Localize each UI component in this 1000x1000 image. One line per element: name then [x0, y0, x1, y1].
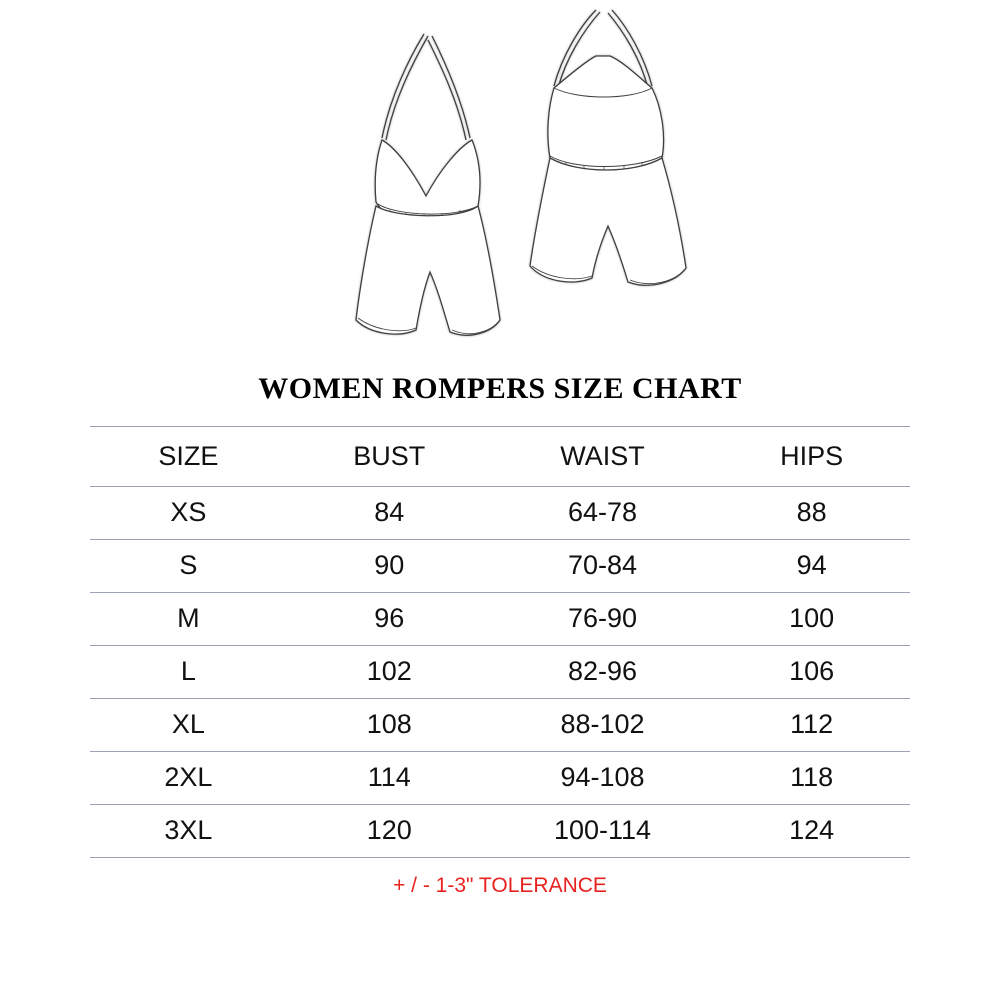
cell-bust: 84: [287, 487, 492, 540]
column-header-hips: HIPS: [713, 427, 910, 487]
cell-hips: 94: [713, 540, 910, 593]
cell-size: XS: [90, 487, 287, 540]
cell-size: L: [90, 646, 287, 699]
table-row: [90, 805, 910, 858]
cell-size: XL: [90, 699, 287, 752]
cell-bust: 114: [287, 752, 492, 805]
cell-size: 3XL: [90, 805, 287, 858]
cell-hips: 88: [713, 487, 910, 540]
table-row: [90, 540, 910, 593]
cell-size: 2XL: [90, 752, 287, 805]
cell-bust: 96: [287, 593, 492, 646]
romper-back-view: [500, 0, 730, 330]
cell-hips: 106: [713, 646, 910, 699]
column-header-size: SIZE: [90, 427, 287, 487]
cell-waist: 94-108: [492, 752, 713, 805]
cell-waist: 88-102: [492, 699, 713, 752]
product-illustration: [0, 0, 1000, 370]
cell-bust: 108: [287, 699, 492, 752]
table-row: [90, 752, 910, 805]
cell-hips: 112: [713, 699, 910, 752]
column-header-waist: WAIST: [492, 427, 713, 487]
cell-size: M: [90, 593, 287, 646]
cell-hips: 100: [713, 593, 910, 646]
table-row: [90, 646, 910, 699]
tolerance-note: + / - 1-3" TOLERANCE: [393, 874, 607, 897]
cell-size: S: [90, 540, 287, 593]
cell-bust: 102: [287, 646, 492, 699]
cell-bust: 90: [287, 540, 492, 593]
table-header-row: [90, 427, 910, 487]
column-header-bust: BUST: [287, 427, 492, 487]
cell-waist: 76-90: [492, 593, 713, 646]
cell-bust: 120: [287, 805, 492, 858]
cell-waist: 100-114: [492, 805, 713, 858]
page-title: WOMEN ROMPERS SIZE CHART: [258, 372, 742, 405]
cell-hips: 118: [713, 752, 910, 805]
cell-hips: 124: [713, 805, 910, 858]
table-row: [90, 699, 910, 752]
cell-waist: 70-84: [492, 540, 713, 593]
cell-waist: 82-96: [492, 646, 713, 699]
table-row: [90, 593, 910, 646]
size-chart-table-wrapper: [90, 426, 910, 858]
cell-waist: 64-78: [492, 487, 713, 540]
size-chart-table: [90, 426, 910, 858]
table-row: [90, 487, 910, 540]
